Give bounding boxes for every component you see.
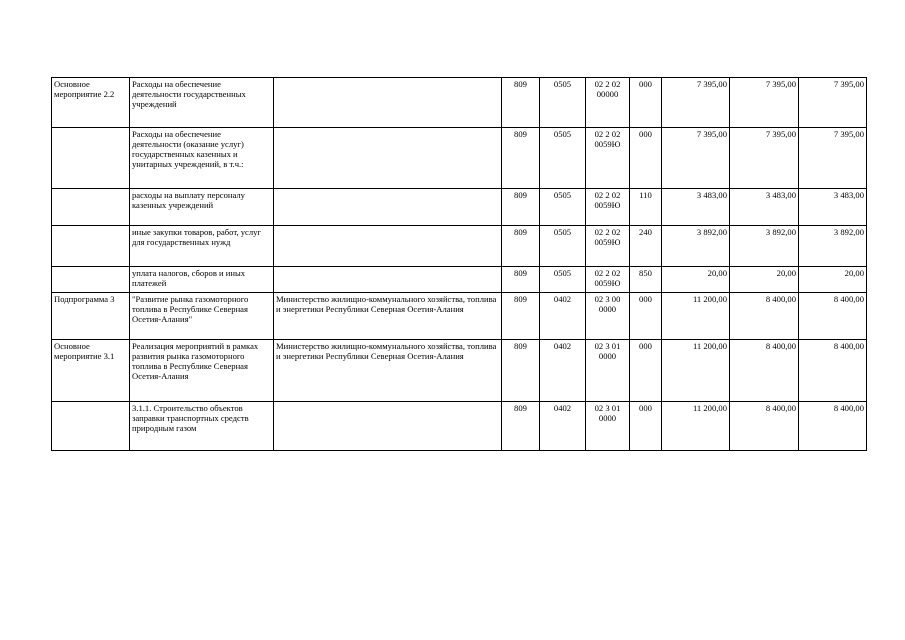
cell-name: уплата налогов, сборов и иных платежей bbox=[130, 267, 274, 293]
table-row bbox=[52, 293, 867, 340]
cell-name: Расходы на обеспечение деятельности государственных учреждений bbox=[130, 78, 274, 128]
cell-csr: 02 2 02 0059Ю bbox=[586, 267, 630, 293]
table-row bbox=[52, 78, 867, 128]
cell-section bbox=[52, 267, 130, 293]
cell-section bbox=[52, 226, 130, 267]
cell-rzpr: 0505 bbox=[540, 78, 586, 128]
table-row bbox=[52, 267, 867, 293]
cell-year3: 3 483,00 bbox=[799, 189, 867, 226]
cell-executor bbox=[274, 267, 502, 293]
cell-year3: 8 400,00 bbox=[799, 293, 867, 340]
cell-csr: 02 2 02 0059Ю bbox=[586, 189, 630, 226]
cell-year3: 7 395,00 bbox=[799, 128, 867, 189]
cell-rzpr: 0402 bbox=[540, 402, 586, 451]
table-row bbox=[52, 226, 867, 267]
cell-csr: 02 2 02 00000 bbox=[586, 78, 630, 128]
cell-year1: 3 892,00 bbox=[662, 226, 730, 267]
cell-year3: 20,00 bbox=[799, 267, 867, 293]
cell-year1: 11 200,00 bbox=[662, 293, 730, 340]
cell-year2: 8 400,00 bbox=[730, 340, 799, 402]
cell-rzpr: 0505 bbox=[540, 128, 586, 189]
cell-section bbox=[52, 402, 130, 451]
cell-executor: Министерство жилищно-коммунального хозяйства, топлива и энергетики Республики Северная Осетия-Алания bbox=[274, 340, 502, 402]
cell-year2: 7 395,00 bbox=[730, 78, 799, 128]
cell-vr: 000 bbox=[630, 402, 662, 451]
table-row bbox=[52, 402, 867, 451]
table-row bbox=[52, 128, 867, 189]
cell-executor bbox=[274, 226, 502, 267]
cell-vr: 000 bbox=[630, 293, 662, 340]
cell-name: Реализация мероприятий в рамках развития рынка газомоторного топлива в Республике Северная Осетия-Алания bbox=[130, 340, 274, 402]
table-body bbox=[52, 78, 867, 451]
cell-year3: 3 892,00 bbox=[799, 226, 867, 267]
cell-section: Основное мероприятие 2.2 bbox=[52, 78, 130, 128]
cell-section: Основное мероприятие 3.1 bbox=[52, 340, 130, 402]
cell-grbs: 809 bbox=[502, 340, 540, 402]
cell-executor bbox=[274, 189, 502, 226]
cell-year2: 7 395,00 bbox=[730, 128, 799, 189]
cell-vr: 000 bbox=[630, 78, 662, 128]
cell-year2: 8 400,00 bbox=[730, 293, 799, 340]
cell-rzpr: 0505 bbox=[540, 226, 586, 267]
cell-name: 3.1.1. Строительство объектов заправки транспортных средств природным газом bbox=[130, 402, 274, 451]
cell-executor bbox=[274, 128, 502, 189]
cell-year2: 3 892,00 bbox=[730, 226, 799, 267]
cell-year1: 11 200,00 bbox=[662, 340, 730, 402]
cell-year1: 7 395,00 bbox=[662, 78, 730, 128]
cell-grbs: 809 bbox=[502, 267, 540, 293]
cell-vr: 850 bbox=[630, 267, 662, 293]
cell-csr: 02 3 00 0000 bbox=[586, 293, 630, 340]
cell-section bbox=[52, 128, 130, 189]
cell-year2: 20,00 bbox=[730, 267, 799, 293]
cell-grbs: 809 bbox=[502, 128, 540, 189]
cell-executor bbox=[274, 402, 502, 451]
cell-csr: 02 2 02 0059Ю bbox=[586, 226, 630, 267]
cell-csr: 02 3 01 0000 bbox=[586, 340, 630, 402]
cell-csr: 02 2 02 0059Ю bbox=[586, 128, 630, 189]
cell-section bbox=[52, 189, 130, 226]
cell-year1: 3 483,00 bbox=[662, 189, 730, 226]
cell-rzpr: 0402 bbox=[540, 293, 586, 340]
cell-grbs: 809 bbox=[502, 402, 540, 451]
cell-year3: 8 400,00 bbox=[799, 340, 867, 402]
cell-year3: 7 395,00 bbox=[799, 78, 867, 128]
cell-vr: 240 bbox=[630, 226, 662, 267]
table-row bbox=[52, 189, 867, 226]
budget-table bbox=[51, 77, 867, 451]
table-row bbox=[52, 340, 867, 402]
cell-grbs: 809 bbox=[502, 293, 540, 340]
cell-name: "Развитие рынка газомоторного топлива в Республике Северная Осетия-Алания" bbox=[130, 293, 274, 340]
cell-grbs: 809 bbox=[502, 78, 540, 128]
cell-vr: 000 bbox=[630, 340, 662, 402]
cell-grbs: 809 bbox=[502, 226, 540, 267]
cell-year1: 20,00 bbox=[662, 267, 730, 293]
cell-rzpr: 0505 bbox=[540, 189, 586, 226]
cell-year3: 8 400,00 bbox=[799, 402, 867, 451]
cell-executor: Министерство жилищно-коммунального хозяйства, топлива и энергетики Республики Северная Осетия-Алания bbox=[274, 293, 502, 340]
cell-name: расходы на выплату персоналу казенных учреждений bbox=[130, 189, 274, 226]
cell-vr: 000 bbox=[630, 128, 662, 189]
cell-name: иные закупки товаров, работ, услуг для государственных нужд bbox=[130, 226, 274, 267]
cell-year2: 8 400,00 bbox=[730, 402, 799, 451]
cell-year1: 11 200,00 bbox=[662, 402, 730, 451]
cell-year2: 3 483,00 bbox=[730, 189, 799, 226]
cell-executor bbox=[274, 78, 502, 128]
cell-grbs: 809 bbox=[502, 189, 540, 226]
cell-rzpr: 0505 bbox=[540, 267, 586, 293]
cell-name: Расходы на обеспечение деятельности (оказание услуг) государственных казенных и унитарных учреждений, в т.ч.: bbox=[130, 128, 274, 189]
cell-section: Подпрограмма 3 bbox=[52, 293, 130, 340]
cell-rzpr: 0402 bbox=[540, 340, 586, 402]
cell-vr: 110 bbox=[630, 189, 662, 226]
cell-csr: 02 3 01 0000 bbox=[586, 402, 630, 451]
cell-year1: 7 395,00 bbox=[662, 128, 730, 189]
